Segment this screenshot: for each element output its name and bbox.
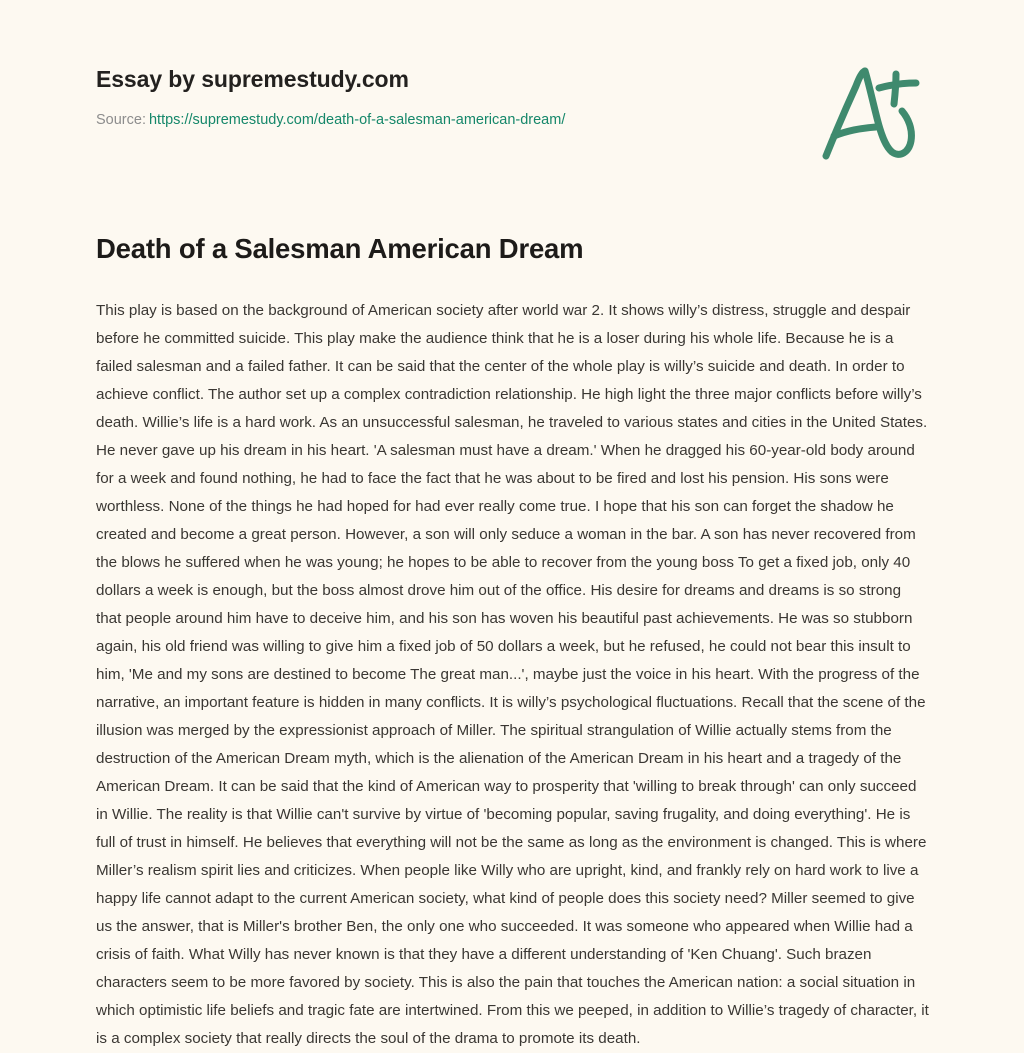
source-url-link[interactable]: https://supremestudy.com/death-of-a-salesman-american-dream/ bbox=[148, 111, 566, 128]
article bbox=[96, 232, 930, 1053]
page-header bbox=[96, 66, 928, 176]
a-plus-logo bbox=[812, 58, 932, 168]
a-plus-logo-icon bbox=[812, 58, 932, 168]
source-line bbox=[96, 111, 928, 130]
page-title: Death of a Salesman American Dream bbox=[96, 233, 584, 264]
article-body bbox=[96, 297, 930, 1053]
article-paragraph: This play is based on the background of American society after world war 2. It shows willy’s distress, struggle and despair before he committed suicide. This play make the audience think that he is a loser during his whole life. Because he is a failed salesman and a failed father. It can be said that the center of the whole play is willy’s suicide and death. In order to achieve conflict. The author set up a complex contradiction relationship. He high light the three major conflicts before willy’s death. Willie’s life is a hard work. As an unsuccessful salesman, he traveled to various states and cities in the United States. He never gave up his dream in his heart. 'A salesman must have a dream.' When he dragged his 60-year-old body around for a week and found nothing, he had to face the fact that he was about to be fired and lost his pension. His sons were worthless. None of the things he had hoped for had ever really come true. I hope that his son can forget the shadow he created and become a great person. However, a son will only seduce a woman in the bar. A son has never recovered from the blows he suffered when he was young; he hopes to be able to recover from the young boss To get a fixed job, only 40 dollars a week is enough, but the boss almost drove him out of the office. His desire for dreams and dreams is so strong that people around him have to deceive him, and his son has woven his beautiful past achievements. He was so stubborn again, his old friend was willing to give him a fixed job of 50 dollars a week, but he refused, he could not bear this insult to him, 'Me and my sons are destined to become The great man...', maybe just the voice in his heart. With the progress of the narrative, an important feature is hidden in many conflicts. It is willy’s psychological fluctuations. Recall that the scene of the illusion was merged by the expressionist approach of Miller. The spiritual strangulation of Willie actually stems from the destruction of the American Dream myth, which is the alienation of the American Dream in his heart and a tragedy of the American Dream. It can be said that the kind of American way to prosperity that 'willing to break through' can only succeed in Willie. The reality is that Willie can't survive by virtue of 'becoming popular, saving frugality, and doing everything'. He is full of trust in himself. He believes that everything will not be the same as long as the environment is changed. This is where Miller’s realism spirit lies and criticizes. When people like Willy who are upright, kind, and frankly rely on hard work to live a happy life cannot adapt to the current American society, what kind of people does this society need? Miller seemed to give us the answer, that is Miller's brother Ben, the only one who succeeded. It was someone who appeared when Willie had a crisis of faith. What Willy has never known is that they have a different understanding of 'Ken Chuang'. Such brazen characters seem to be more favored by society. This is also the pain that touches the American nation: a social situation in which optimistic life beliefs and tragic fate are intertwined. From this we peeped, in addition to Willie’s tragedy of character, it is a complex society that really directs the soul of the drama to promote its death. bbox=[96, 302, 929, 1048]
byline: Essay by supremestudy.com bbox=[96, 66, 409, 92]
source-label: Source: bbox=[96, 111, 146, 128]
